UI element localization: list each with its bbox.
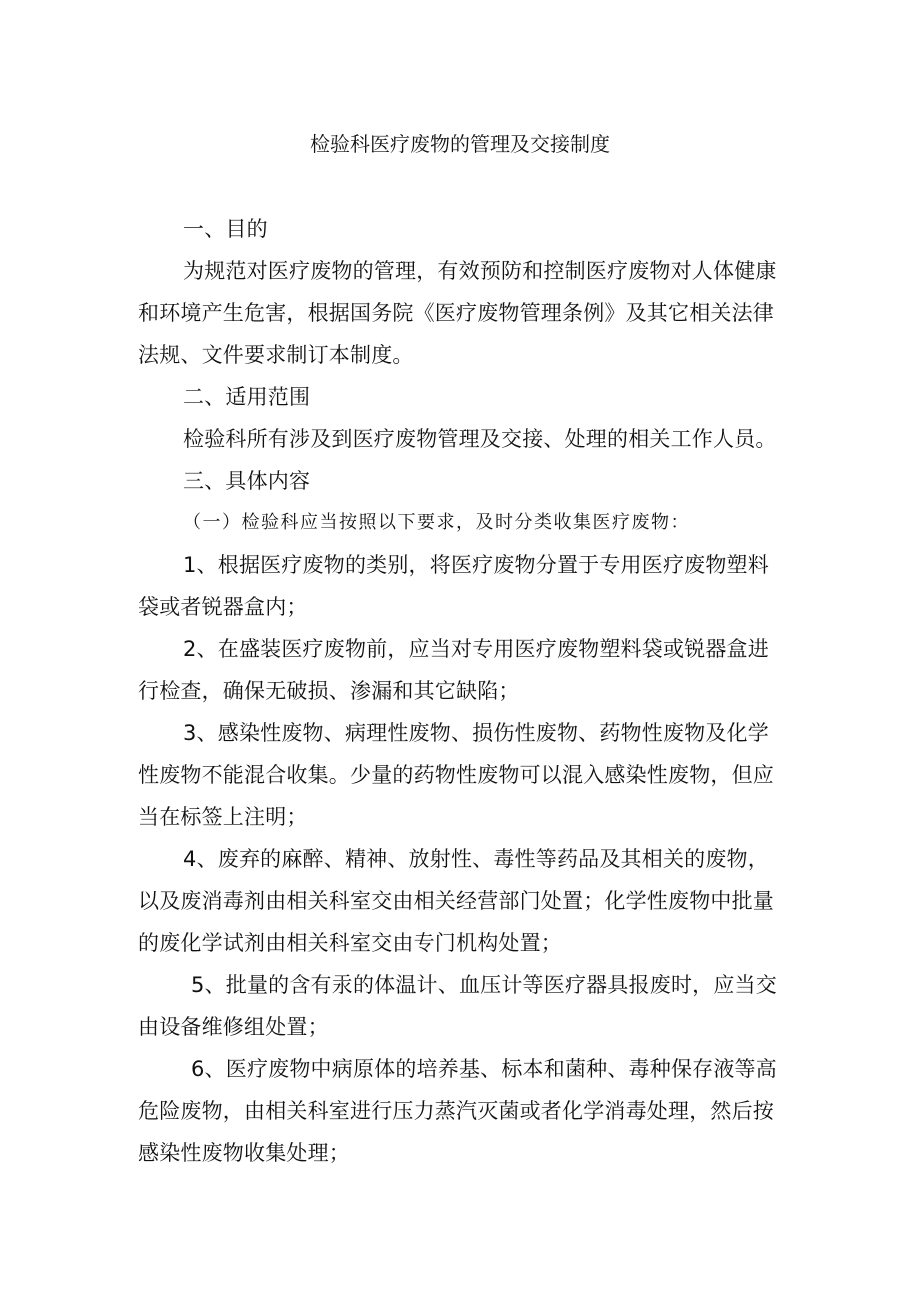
paragraph-line: 和环境产生危害，根据国务院《医疗废物管理条例》及其它相关法律 [138, 301, 774, 325]
list-item-line: 4、废弃的麻醉、精神、放射性、毒性等药品及其相关的废物， [183, 847, 769, 871]
list-item-line: 性废物不能混合收集。少量的药物性废物可以混入感染性废物，但应 [138, 763, 774, 787]
paragraph-line: 法规、文件要求制订本制度。 [138, 343, 414, 367]
subheading-collection: （一）检验科应当按照以下要求，及时分类收集医疗废物： [183, 512, 690, 533]
paragraph-line: 为规范对医疗废物的管理，有效预防和控制医疗废物对人体健康 [183, 259, 777, 283]
list-item-line: 感染性废物收集处理； [138, 1141, 350, 1165]
list-item-line: 袋或者锐器盒内； [138, 595, 308, 619]
list-item-line: 以及废消毒剂由相关科室交由相关经营部门处置；化学性废物中批量 [138, 889, 774, 913]
heading-content: 三、具体内容 [183, 469, 311, 493]
list-item-line: 5、批量的含有汞的体温计、血压计等医疗器具报废时，应当交 [191, 973, 777, 997]
paragraph-line: 检验科所有涉及到医疗废物管理及交接、处理的相关工作人员。 [183, 427, 777, 451]
list-item-line: 的废化学试剂由相关科室交由专门机构处置； [138, 931, 562, 955]
list-item-line: 2、在盛装医疗废物前，应当对专用医疗废物塑料袋或锐器盒进 [183, 637, 769, 661]
list-item-line: 由设备维修组处置； [138, 1015, 329, 1039]
list-item-line: 6、医疗废物中病原体的培养基、标本和菌种、毒种保存液等高 [191, 1057, 777, 1081]
list-item-line: 危险废物，由相关科室进行压力蒸汽灭菌或者化学消毒处理，然后按 [138, 1099, 774, 1123]
document-title: 检验科医疗废物的管理及交接制度 [310, 132, 610, 156]
heading-scope: 二、适用范围 [183, 385, 311, 409]
list-item-line: 行检查，确保无破损、渗漏和其它缺陷； [138, 679, 520, 703]
list-item-line: 1、根据医疗废物的类别，将医疗废物分置于专用医疗废物塑料 [183, 553, 769, 577]
heading-purpose: 一、目的 [183, 217, 268, 241]
list-item-line: 3、感染性废物、病理性废物、损伤性废物、药物性废物及化学 [183, 721, 769, 745]
list-item-line: 当在标签上注明； [138, 805, 308, 829]
